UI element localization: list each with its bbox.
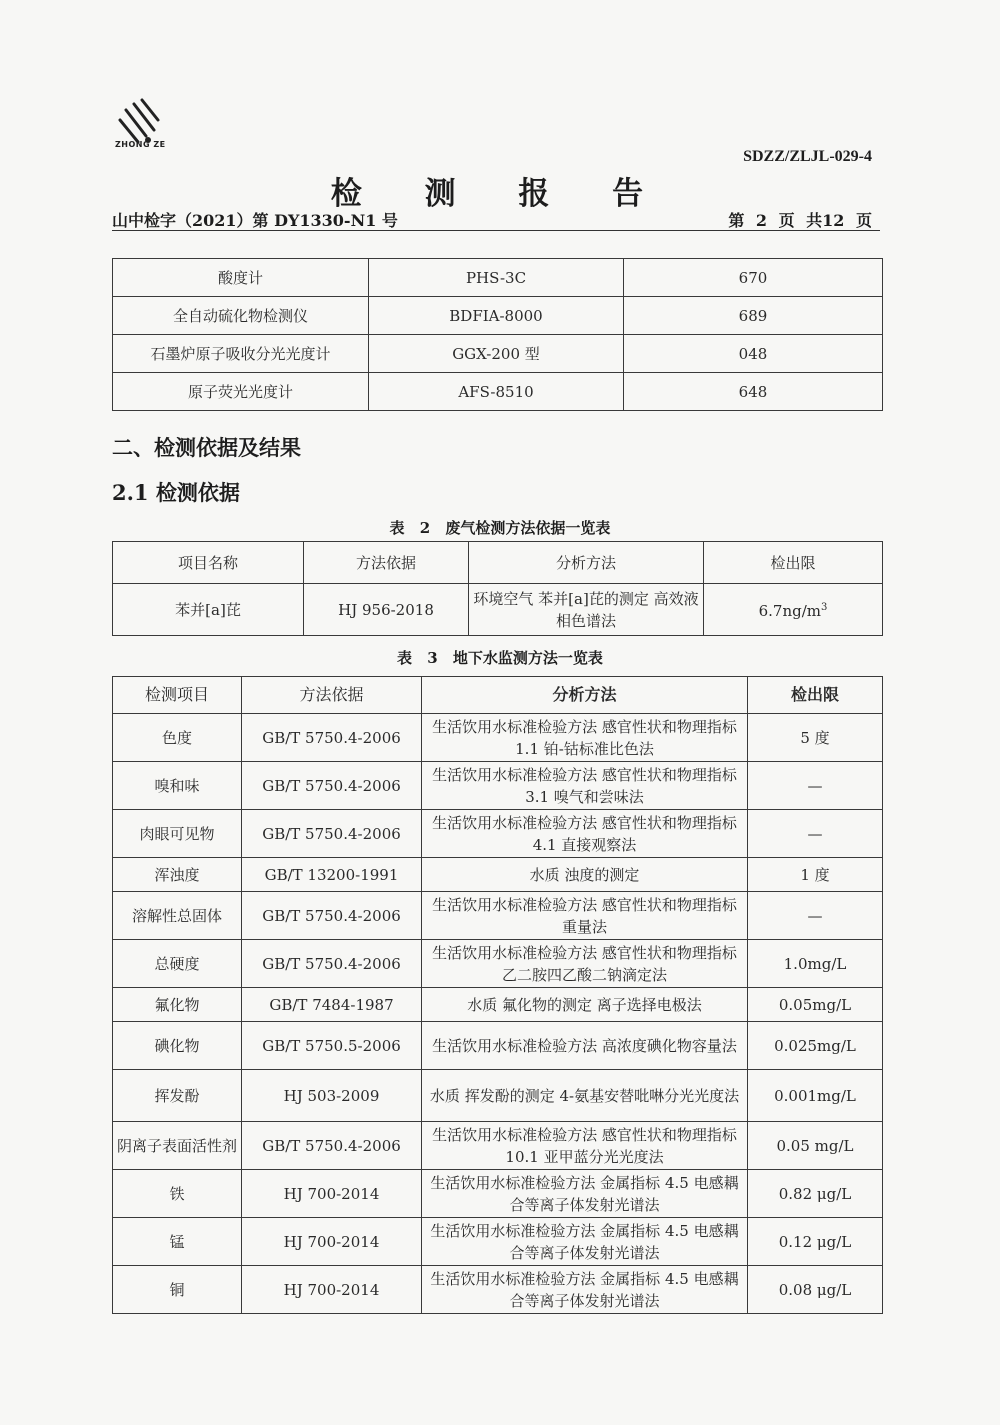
logo-text: ZHONG ZE — [115, 140, 166, 149]
item-name: 肉眼可见物 — [113, 810, 242, 858]
method-basis: GB/T 7484-1987 — [242, 988, 422, 1022]
instrument-name: 石墨炉原子吸收分光光度计 — [113, 335, 369, 373]
analysis-method: 水质 挥发酚的测定 4-氨基安替吡啉分光光度法 — [422, 1070, 748, 1122]
instrument-number: 048 — [624, 335, 883, 373]
analysis-method: 水质 氟化物的测定 离子选择电极法 — [422, 988, 748, 1022]
method-basis: GB/T 5750.4-2006 — [242, 714, 422, 762]
table-row — [113, 762, 883, 810]
detection-limit: — — [748, 762, 883, 810]
method-basis: HJ 956-2018 — [304, 584, 469, 636]
table-row — [113, 1070, 883, 1122]
column-header: 分析方法 — [469, 542, 704, 584]
table-row — [113, 1218, 883, 1266]
item-name: 苯并[a]芘 — [113, 584, 304, 636]
table-row — [113, 259, 883, 297]
table-row — [113, 858, 883, 892]
table-row — [113, 940, 883, 988]
method-basis: GB/T 5750.4-2006 — [242, 940, 422, 988]
table-row — [113, 1122, 883, 1170]
analysis-method: 水质 浊度的测定 — [422, 858, 748, 892]
column-header: 项目名称 — [113, 542, 304, 584]
item-name: 铁 — [113, 1170, 242, 1218]
analysis-method: 生活饮用水标准检验方法 感官性状和物理指标 3.1 嗅气和尝味法 — [422, 762, 748, 810]
analysis-method: 生活饮用水标准检验方法 金属指标 4.5 电感耦合等离子体发射光谱法 — [422, 1266, 748, 1314]
method-basis: HJ 700-2014 — [242, 1218, 422, 1266]
method-basis: GB/T 5750.4-2006 — [242, 762, 422, 810]
method-basis: GB/T 13200-1991 — [242, 858, 422, 892]
table-row — [113, 1266, 883, 1314]
instrument-model: GGX-200 型 — [369, 335, 624, 373]
item-name: 总硬度 — [113, 940, 242, 988]
instrument-model: BDFIA-8000 — [369, 297, 624, 335]
column-header: 检出限 — [704, 542, 883, 584]
detection-limit: 0.12 μg/L — [748, 1218, 883, 1266]
column-header: 检出限 — [748, 677, 883, 714]
method-basis: HJ 503-2009 — [242, 1070, 422, 1122]
table-row — [113, 373, 883, 411]
detection-limit: 0.08 μg/L — [748, 1266, 883, 1314]
detection-limit: 0.05 mg/L — [748, 1122, 883, 1170]
detection-limit: 1.0mg/L — [748, 940, 883, 988]
method-basis: HJ 700-2014 — [242, 1266, 422, 1314]
subsection-heading: 2.1 检测依据 — [112, 480, 240, 505]
instrument-model: AFS-8510 — [369, 373, 624, 411]
instrument-model: PHS-3C — [369, 259, 624, 297]
table2-caption: 表 2 废气检测方法依据一览表 — [389, 519, 611, 537]
item-name: 碘化物 — [113, 1022, 242, 1070]
analysis-method: 生活饮用水标准检验方法 感官性状和物理指标 1.1 铂-钴标准比色法 — [422, 714, 748, 762]
table-row — [113, 335, 883, 373]
detection-limit: 0.001mg/L — [748, 1070, 883, 1122]
method-basis: GB/T 5750.5-2006 — [242, 1022, 422, 1070]
groundwater-table-body — [113, 714, 883, 1314]
analysis-method: 生活饮用水标准检验方法 高浓度碘化物容量法 — [422, 1022, 748, 1070]
table-row — [113, 810, 883, 858]
analysis-method: 生活饮用水标准检验方法 感官性状和物理指标 10.1 亚甲蓝分光光度法 — [422, 1122, 748, 1170]
item-name: 浑浊度 — [113, 858, 242, 892]
instrument-number: 689 — [624, 297, 883, 335]
method-basis: GB/T 5750.4-2006 — [242, 892, 422, 940]
method-basis: GB/T 5750.4-2006 — [242, 1122, 422, 1170]
analysis-method: 环境空气 苯并[a]芘的测定 高效液相色谱法 — [469, 584, 704, 636]
header-divider — [112, 230, 880, 231]
column-header: 方法依据 — [304, 542, 469, 584]
column-header: 方法依据 — [242, 677, 422, 714]
item-name: 阴离子表面活性剂 — [113, 1122, 242, 1170]
table-row — [113, 297, 883, 335]
detection-limit: 0.05mg/L — [748, 988, 883, 1022]
document-code: SDZZ/ZLJL-029-4 — [743, 148, 872, 165]
table-row — [113, 1022, 883, 1070]
table-row — [113, 1170, 883, 1218]
detection-limit: 1 度 — [748, 858, 883, 892]
page-title: 检 测 报 告 — [330, 176, 670, 212]
detection-limit: — — [748, 892, 883, 940]
table-row — [113, 988, 883, 1022]
report-number: 山中检字（2021）第 DY1330-N1 号 — [112, 211, 398, 230]
detection-limit: 0.025mg/L — [748, 1022, 883, 1070]
groundwater-method-table — [112, 676, 883, 1314]
analysis-method: 生活饮用水标准检验方法 感官性状和物理指标 4.1 直接观察法 — [422, 810, 748, 858]
analysis-method: 生活饮用水标准检验方法 金属指标 4.5 电感耦合等离子体发射光谱法 — [422, 1218, 748, 1266]
page-number: 第 2 页 共12 页 — [728, 211, 872, 230]
instrument-name: 全自动硫化物检测仪 — [113, 297, 369, 335]
table-row — [113, 714, 883, 762]
item-name: 色度 — [113, 714, 242, 762]
column-header: 检测项目 — [113, 677, 242, 714]
analysis-method: 生活饮用水标准检验方法 感官性状和物理指标 重量法 — [422, 892, 748, 940]
instrument-name: 原子荧光光度计 — [113, 373, 369, 411]
item-name: 氟化物 — [113, 988, 242, 1022]
instrument-number: 670 — [624, 259, 883, 297]
exhaust-gas-method-table — [112, 541, 883, 636]
instrument-name: 酸度计 — [113, 259, 369, 297]
item-name: 锰 — [113, 1218, 242, 1266]
table-row — [113, 892, 883, 940]
item-name: 溶解性总固体 — [113, 892, 242, 940]
analysis-method: 生活饮用水标准检验方法 感官性状和物理指标 乙二胺四乙酸二钠滴定法 — [422, 940, 748, 988]
limit-superscript: 3 — [821, 602, 828, 613]
table-row — [113, 584, 883, 636]
detection-limit: — — [748, 810, 883, 858]
method-basis: HJ 700-2014 — [242, 1170, 422, 1218]
table-header-row — [113, 542, 883, 584]
detection-limit: 0.82 μg/L — [748, 1170, 883, 1218]
method-basis: GB/T 5750.4-2006 — [242, 810, 422, 858]
table3-caption: 表 3 地下水监测方法一览表 — [397, 649, 603, 667]
item-name: 铜 — [113, 1266, 242, 1314]
item-name: 嗅和味 — [113, 762, 242, 810]
item-name: 挥发酚 — [113, 1070, 242, 1122]
table-header-row — [113, 677, 883, 714]
detection-limit — [704, 584, 883, 636]
instrument-number: 648 — [624, 373, 883, 411]
column-header: 分析方法 — [422, 677, 748, 714]
instruments-table — [112, 258, 883, 411]
analysis-method: 生活饮用水标准检验方法 金属指标 4.5 电感耦合等离子体发射光谱法 — [422, 1170, 748, 1218]
section-heading: 二、检测依据及结果 — [112, 435, 301, 460]
detection-limit: 5 度 — [748, 714, 883, 762]
limit-value: 6.7ng/m — [758, 602, 822, 620]
